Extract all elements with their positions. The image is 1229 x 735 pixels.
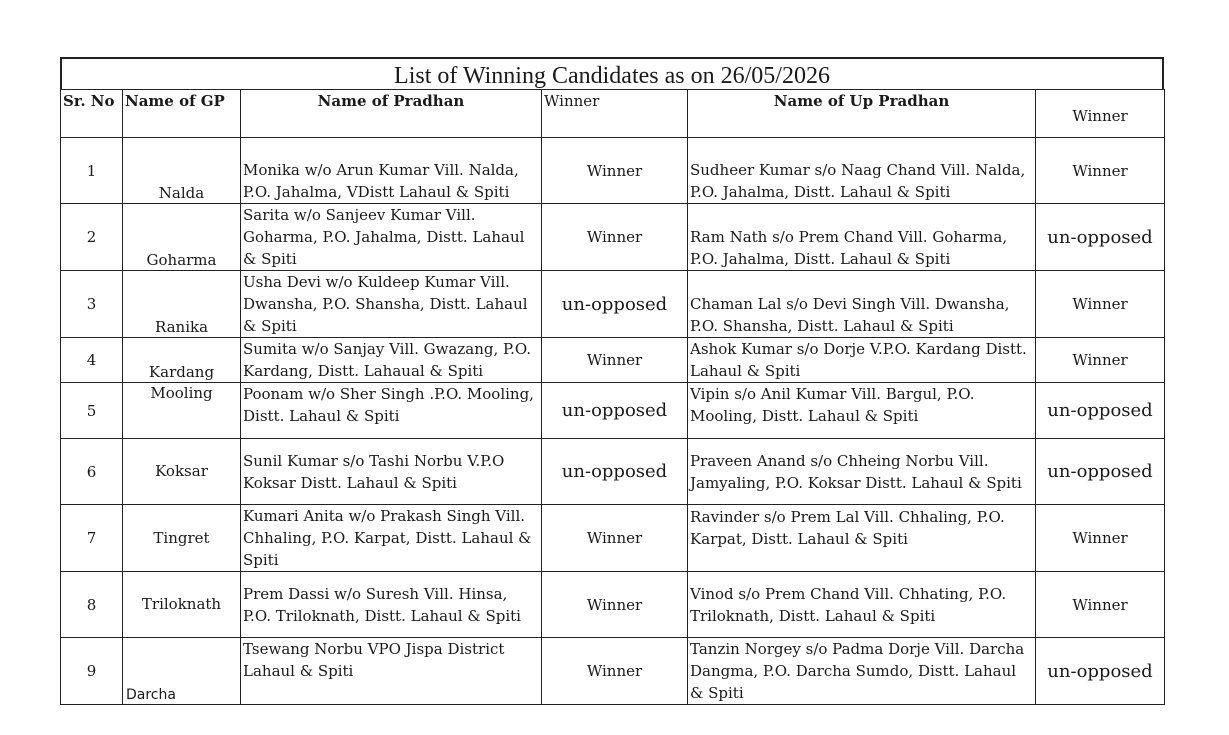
table-row [61, 271, 1165, 338]
gp-name-cell: Ranika [123, 271, 241, 338]
sr-no-cell: 4 [61, 338, 123, 383]
table-row [61, 338, 1165, 383]
pradhan-cell: Prem Dassi w/o Suresh Vill. Hinsa, P.O. Triloknath, Distt. Lahaul & Spiti [241, 572, 542, 638]
pradhan-cell: Usha Devi w/o Kuldeep Kumar Vill. Dwansha, P.O. Shansha, Distt. Lahaul & Spiti [241, 271, 542, 338]
up-pradhan-cell: Ram Nath s/o Prem Chand Vill. Goharma, P.O. Jahalma, Distt. Lahaul & Spiti [688, 204, 1036, 271]
header-up-pradhan-name: Name of Up Pradhan [688, 90, 1036, 138]
table-row [61, 204, 1165, 271]
pradhan-cell: Monika w/o Arun Kumar Vill. Nalda, P.O. Jahalma, VDistt Lahaul & Spiti [241, 138, 542, 204]
up-pradhan-status-cell: Winner [1036, 572, 1165, 638]
up-pradhan-cell: Vipin s/o Anil Kumar Vill. Bargul, P.O. Mooling, Distt. Lahaul & Spiti [688, 383, 1036, 439]
sr-no-cell: 7 [61, 505, 123, 572]
up-pradhan-status-cell: un-opposed [1036, 638, 1165, 705]
pradhan-status-cell: Winner [542, 138, 688, 204]
pradhan-cell: Sunil Kumar s/o Tashi Norbu V.P.O Koksar Distt. Lahaul & Spiti [241, 439, 542, 505]
gp-name-cell: Mooling [123, 383, 241, 439]
pradhan-status-cell: Winner [542, 638, 688, 705]
up-pradhan-status-cell: Winner [1036, 505, 1165, 572]
sr-no-cell: 9 [61, 638, 123, 705]
up-pradhan-cell: Vinod s/o Prem Chand Vill. Chhating, P.O. Triloknath, Distt. Lahaul & Spiti [688, 572, 1036, 638]
gp-name-cell: Triloknath [123, 572, 241, 638]
table-row [61, 383, 1165, 439]
up-pradhan-status-cell: un-opposed [1036, 383, 1165, 439]
pradhan-status-cell: Winner [542, 204, 688, 271]
pradhan-status-cell: Winner [542, 572, 688, 638]
up-pradhan-cell: Ashok Kumar s/o Dorje V.P.O. Kardang Distt. Lahaul & Spiti [688, 338, 1036, 383]
table-row [61, 138, 1165, 204]
header-pradhan-name: Name of Pradhan [241, 90, 542, 138]
pradhan-status-cell: un-opposed [542, 439, 688, 505]
sr-no-cell: 6 [61, 439, 123, 505]
table-row [61, 572, 1165, 638]
up-pradhan-cell: Sudheer Kumar s/o Naag Chand Vill. Nalda, P.O. Jahalma, Distt. Lahaul & Spiti [688, 138, 1036, 204]
header-gp-name: Name of GP [123, 90, 241, 138]
sr-no-cell: 3 [61, 271, 123, 338]
table-header-row [61, 90, 1165, 138]
sr-no-cell: 1 [61, 138, 123, 204]
header-sr-no: Sr. No [61, 90, 123, 138]
up-pradhan-cell: Praveen Anand s/o Chheing Norbu Vill. Jamyaling, P.O. Koksar Distt. Lahaul & Spiti [688, 439, 1036, 505]
pradhan-status-cell: un-opposed [542, 383, 688, 439]
gp-name-cell: Kardang [123, 338, 241, 383]
table-row [61, 439, 1165, 505]
header-pradhan-winner: Winner [542, 90, 688, 138]
gp-name-cell: Goharma [123, 204, 241, 271]
pradhan-cell: Sumita w/o Sanjay Vill. Gwazang, P.O. Kardang, Distt. Lahaual & Spiti [241, 338, 542, 383]
pradhan-cell: Poonam w/o Sher Singh .P.O. Mooling, Distt. Lahaul & Spiti [241, 383, 542, 439]
up-pradhan-status-cell: Winner [1036, 271, 1165, 338]
pradhan-cell: Kumari Anita w/o Prakash Singh Vill. Chhaling, P.O. Karpat, Distt. Lahaul & Spiti [241, 505, 542, 572]
pradhan-status-cell: Winner [542, 338, 688, 383]
up-pradhan-status-cell: un-opposed [1036, 439, 1165, 505]
header-up-pradhan-winner: Winner [1036, 90, 1165, 138]
up-pradhan-status-cell: un-opposed [1036, 204, 1165, 271]
pradhan-cell: Tsewang Norbu VPO Jispa District Lahaul & Spiti [241, 638, 542, 705]
sr-no-cell: 2 [61, 204, 123, 271]
table-row [61, 638, 1165, 705]
pradhan-status-cell: un-opposed [542, 271, 688, 338]
sr-no-cell: 8 [61, 572, 123, 638]
up-pradhan-cell: Ravinder s/o Prem Lal Vill. Chhaling, P.O. Karpat, Distt. Lahaul & Spiti [688, 505, 1036, 572]
up-pradhan-status-cell: Winner [1036, 338, 1165, 383]
sr-no-cell: 5 [61, 383, 123, 439]
gp-name-cell: Darcha [123, 638, 241, 705]
gp-name-cell: Tingret [123, 505, 241, 572]
up-pradhan-cell: Chaman Lal s/o Devi Singh Vill. Dwansha, P.O. Shansha, Distt. Lahaul & Spiti [688, 271, 1036, 338]
up-pradhan-cell: Tanzin Norgey s/o Padma Dorje Vill. Darcha Dangma, P.O. Darcha Sumdo, Distt. Lahaul & Spiti [688, 638, 1036, 705]
up-pradhan-status-cell: Winner [1036, 138, 1165, 204]
pradhan-cell: Sarita w/o Sanjeev Kumar Vill. Goharma, P.O. Jahalma, Distt. Lahaul & Spiti [241, 204, 542, 271]
candidates-sheet [60, 57, 1164, 705]
candidates-table [60, 89, 1165, 705]
gp-name-cell: Nalda [123, 138, 241, 204]
pradhan-status-cell: Winner [542, 505, 688, 572]
gp-name-cell: Koksar [123, 439, 241, 505]
sheet-title: List of Winning Candidates as on 26/05/2026 [60, 57, 1164, 89]
table-row [61, 505, 1165, 572]
